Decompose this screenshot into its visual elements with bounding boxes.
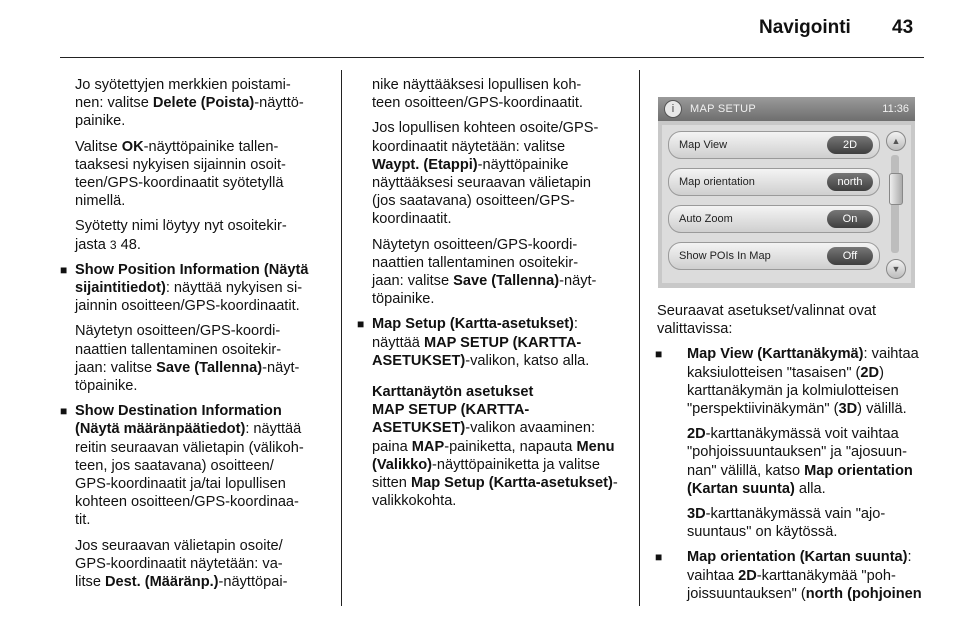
menu-row-show-pois: Show POIs In Map Off [668, 242, 880, 270]
paragraph: Jos seuraavan välietapin osoite/ GPS-koordinaatit näytetään: va- litse Dest. (Määränp.)-näyttöpai- [75, 537, 288, 591]
scroll-up-icon: ▲ [886, 131, 906, 151]
scroll-down-icon: ▼ [886, 259, 906, 279]
screen-scrollbar [886, 131, 904, 277]
page-reference-arrow-icon: 3 [109, 237, 117, 252]
value-button: Off [827, 247, 873, 265]
column-divider-2 [639, 70, 640, 606]
header-divider [60, 57, 924, 58]
column-3 [657, 302, 927, 610]
paragraph: Jos lopullisen kohteen osoite/GPS- koordinaatit näytetään: valitse Waypt. (Etappi)-näyttöpainike näyttääksesi seuraavan välietapin (jos saatavana) osoitteen/GPS- koordinaatit. [372, 120, 599, 228]
paragraph: nike näyttääksesi lopullisen koh- teen osoitteen/GPS-koordinaatit. [372, 77, 583, 112]
column-divider-1 [341, 70, 342, 606]
screen-menu [662, 125, 911, 283]
menu-row-map-orientation: Map orientation north [668, 168, 880, 196]
paragraph: Näytetyn osoitteen/GPS-koordi- naattien tallentaminen osoitekir- jaan: valitse Save (Tallenna)-näyt- töpainike. [75, 323, 300, 395]
bullet-item: ■ Map Setup (Kartta-asetukset): näyttää MAP SETUP (KARTTA- ASETUKSET)-valikon, katso alla. [359, 315, 636, 370]
bullet-item: ■ Map orientation (Kartan suunta): vaihtaa 2D-karttanäkymää "poh- joissuuntauksen" (north (pohjoinen [657, 548, 927, 603]
paragraph: MAP SETUP (KARTTA- ASETUKSET)-valikon avaaminen: paina MAP-painiketta, napauta Menu (Valikko)-näyttöpainiketta ja valitse sitten Map Setup (Kartta-asetukset)- valikkokohta. [372, 402, 618, 510]
paragraph: Näytetyn osoitteen/GPS-koordi- naattien tallentaminen osoitekir- jaan: valitse Save (Tallenna)-näyt- töpainike. [372, 236, 597, 308]
indented-block [657, 345, 927, 603]
paragraph: Valitse OK-näyttöpainike tallen- taaksesi nykyisen sijainnin osoit- teen/GPS-koordinaatit syötetyllä nimellä. [75, 138, 286, 210]
paragraph: 3D-karttanäkymässä vain "ajo- suuntaus" on käytössä. [687, 506, 886, 541]
paragraph: Seuraavat asetukset/valinnat ovat valittavissa: [657, 303, 877, 338]
bullet-item: ■ Show Position Information (Näytä sijaintitiedot): näyttää nykyisen si- jainnin osoitteen/GPS-koordinaatit. [62, 261, 337, 316]
map-setup-screen-image [658, 97, 915, 288]
paragraph: Jo syötettyjen merkkien poistami- nen: valitse Delete (Poista)-näyttö- painike. [75, 77, 304, 130]
bullet-item: ■ Map View (Karttanäkymä): vaihtaa kaksiulotteisen "tasaisen" (2D) karttanäkymän ja kolmiulotteisen "perspektiivinäkymän" (3D) välillä. [657, 345, 927, 418]
bullet-item: ■ Show Destination Information (Näytä määränpäätiedot): näyttää reitin seuraavan välietapin (välikoh- teen, jos saatavana) osoitteen/ GPS-koordinaatit ja/tai lopullisen kohteen osoitteen/GPS-koordinaa- tit. [62, 402, 337, 529]
scroll-thumb [889, 173, 903, 205]
menu-row-auto-zoom: Auto Zoom On [668, 205, 880, 233]
menu-row-map-view: Map View 2D [668, 131, 880, 159]
section-heading: Karttanäytön asetukset [372, 384, 534, 401]
screen-title-bar [658, 97, 915, 121]
paragraph: Syötetty nimi löytyy nyt osoitekir- jasta 3 48. [75, 218, 287, 253]
column-2 [372, 76, 636, 517]
header-title: Navigointi [759, 17, 851, 38]
paragraph: 2D-karttanäkymässä voit vaihtaa "pohjoissuuntauksen" ja "ajosuun- nan" välillä, katso Map orientation (Kartan suunta) alla. [687, 426, 913, 497]
value-button: 2D [827, 136, 873, 154]
page-number: 43 [892, 17, 914, 38]
screen-title: MAP SETUP [690, 103, 757, 115]
screen-clock: 11:36 [882, 103, 909, 115]
value-button: On [827, 210, 873, 228]
column-1 [75, 76, 337, 598]
value-button: north [827, 173, 873, 191]
info-icon: i [664, 100, 682, 118]
